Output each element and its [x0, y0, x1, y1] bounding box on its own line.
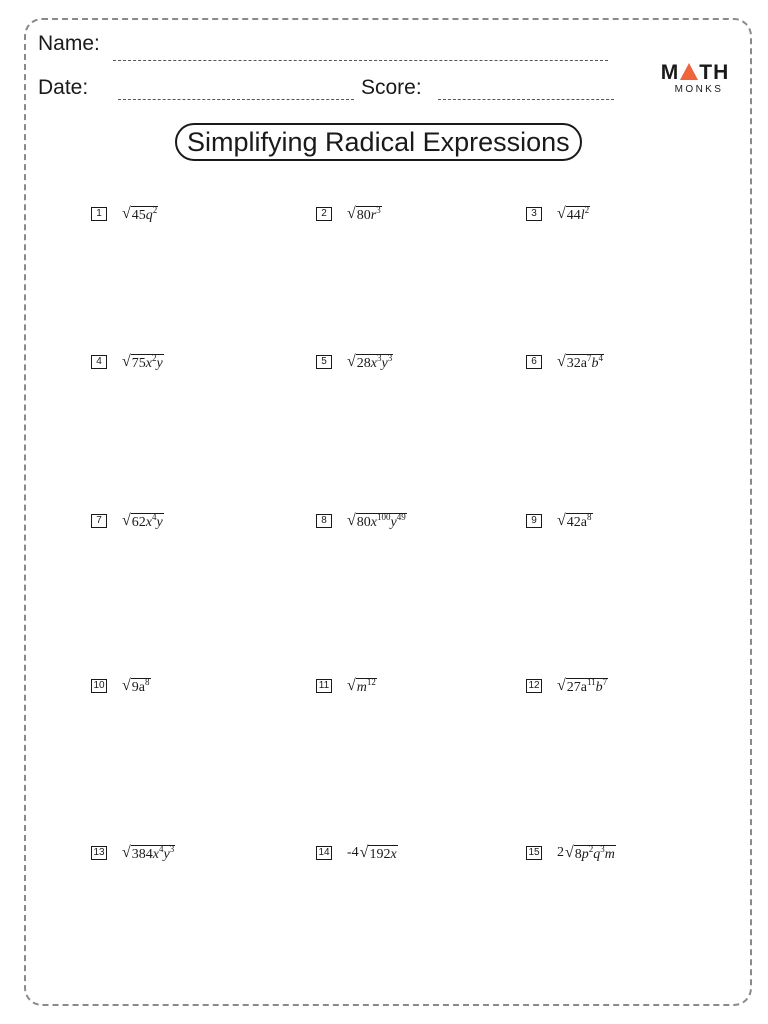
radicand-term: x: [145, 515, 152, 530]
radicand-term: y: [390, 515, 397, 530]
radicand-term: 80: [356, 208, 371, 223]
problem-number: 7: [91, 514, 107, 528]
radical-sign-icon: √: [347, 205, 356, 222]
radical-sign-icon: √: [359, 844, 369, 861]
exponent: 7: [602, 677, 608, 687]
math-monks-logo: [655, 62, 735, 96]
radicand-term: r: [370, 208, 377, 223]
problem-number: 1: [91, 207, 107, 221]
radicand-term: x: [370, 515, 377, 530]
radical-expression: [557, 352, 604, 372]
problem-11: [316, 676, 377, 696]
radicand: [566, 678, 608, 696]
logo-text-m: M: [660, 61, 680, 84]
radicand-term: 8: [574, 847, 582, 862]
problem-5: [316, 352, 393, 372]
exponent: 11: [587, 677, 596, 687]
radical-expression: [347, 204, 382, 224]
radicand-term: 42a: [566, 515, 587, 530]
radical-expression: [565, 843, 616, 863]
radical-sign-icon: √: [557, 512, 566, 529]
radical-expression: [557, 676, 608, 696]
radical-sign-icon: √: [347, 677, 356, 694]
radical-sign-icon: √: [122, 353, 131, 370]
radical-sign-icon: √: [122, 844, 131, 861]
radicand-term: m: [356, 680, 367, 695]
exponent: 3: [169, 844, 175, 854]
radical-sign-icon: √: [557, 353, 566, 370]
radicand: [356, 678, 377, 696]
problem-12: [526, 676, 608, 696]
radicand-term: 9a: [131, 680, 145, 695]
radical-expression: [122, 352, 164, 372]
problem-number: 12: [526, 679, 542, 693]
logo-text-th: TH: [699, 61, 730, 84]
date-line[interactable]: [118, 99, 354, 100]
radical-sign-icon: √: [347, 512, 356, 529]
problem-number: 2: [316, 207, 332, 221]
logo-wordmark: [655, 62, 735, 84]
exponent: 12: [366, 677, 376, 687]
radicand: [131, 206, 159, 224]
radical-sign-icon: √: [557, 677, 566, 694]
radical-expression: [122, 204, 158, 224]
radicand-term: b: [591, 356, 599, 371]
radicand-term: 27a: [566, 680, 587, 695]
radicand-term: 62: [131, 515, 146, 530]
problem-4: [91, 352, 164, 372]
radicand-term: q: [593, 847, 601, 862]
radical-expression: [557, 204, 590, 224]
problem-3: [526, 204, 590, 224]
radicand-term: y: [156, 356, 163, 371]
radicand-term: x: [390, 847, 397, 862]
logo-subtext: MONKS: [674, 84, 724, 95]
radicand-term: x: [145, 356, 152, 371]
radicand: [356, 354, 393, 372]
radical-sign-icon: √: [122, 205, 131, 222]
radical-expression: [122, 511, 164, 531]
radicand-term: m: [604, 847, 615, 862]
problem-6: [526, 352, 604, 372]
problem-number: 8: [316, 514, 332, 528]
radicand: [368, 845, 397, 863]
radicand-term: 45: [131, 208, 146, 223]
name-label: Name:: [38, 32, 100, 55]
radicand-term: y: [381, 356, 388, 371]
radicand-term: 44: [566, 208, 581, 223]
radical-expression: [360, 843, 398, 863]
exponent: 2: [152, 205, 158, 215]
radicand-term: l: [580, 208, 585, 223]
problem-10: [91, 676, 151, 696]
radicand: [356, 206, 382, 224]
score-label: Score:: [361, 76, 422, 99]
radical-sign-icon: √: [122, 677, 131, 694]
radicand: [131, 513, 164, 531]
problem-number: 3: [526, 207, 542, 221]
exponent: 4: [159, 844, 164, 854]
problem-number: 5: [316, 355, 332, 369]
radical-expression: [557, 511, 593, 531]
radicand-term: 32a: [566, 356, 587, 371]
logo-triangle-icon: [680, 63, 698, 80]
radicand: [356, 513, 407, 531]
score-line[interactable]: [438, 99, 614, 100]
radicand: [566, 206, 590, 224]
problem-7: [91, 511, 164, 531]
radicand-term: 75: [131, 356, 146, 371]
radical-expression: [347, 676, 377, 696]
radicand-term: y: [163, 847, 170, 862]
exponent: 8: [145, 677, 150, 687]
radical-sign-icon: √: [122, 512, 131, 529]
radicand: [574, 845, 616, 863]
radicand-term: y: [156, 515, 163, 530]
page-title: Simplifying Radical Expressions: [175, 123, 582, 161]
problem-number: 13: [91, 846, 107, 860]
exponent: 4: [152, 512, 157, 522]
problem-number: 11: [316, 679, 332, 693]
radical-expression: [122, 843, 175, 863]
radicand-term: b: [595, 680, 603, 695]
exponent: 2: [584, 205, 590, 215]
problem-1: [91, 204, 158, 224]
exponent: 3: [377, 353, 382, 363]
exponent: 3: [600, 844, 605, 854]
radicand: [566, 354, 604, 372]
problem-13: [91, 843, 175, 863]
coefficient: 2: [557, 845, 564, 860]
problem-15: [526, 843, 616, 863]
exponent: 2: [152, 353, 157, 363]
exponent: 4: [598, 353, 603, 363]
radicand-term: 384: [131, 847, 153, 862]
radicand: [566, 513, 593, 531]
exponent: 7: [587, 353, 592, 363]
exponent: 3: [387, 353, 393, 363]
exponent: 8: [587, 512, 592, 522]
radicand: [131, 678, 151, 696]
problem-2: [316, 204, 382, 224]
radical-expression: [347, 352, 393, 372]
radical-sign-icon: √: [565, 844, 574, 861]
exponent: 100: [377, 512, 391, 522]
radicand-term: 80: [356, 515, 371, 530]
problem-14: [316, 843, 398, 863]
radical-sign-icon: √: [557, 205, 566, 222]
radicand: [131, 845, 175, 863]
radicand-term: q: [145, 208, 153, 223]
problem-number: 9: [526, 514, 542, 528]
problem-number: 4: [91, 355, 107, 369]
problem-number: 10: [91, 679, 107, 693]
exponent: 2: [588, 844, 594, 854]
radicand-term: p: [581, 847, 589, 862]
radicand-term: x: [152, 847, 159, 862]
problem-number: 6: [526, 355, 542, 369]
name-line[interactable]: [113, 60, 608, 61]
date-label: Date:: [38, 76, 89, 99]
radicand: [131, 354, 164, 372]
radicand-term: x: [370, 356, 377, 371]
exponent: 49: [396, 512, 406, 522]
exponent: 3: [376, 205, 381, 215]
radicand-term: 28: [356, 356, 371, 371]
radical-sign-icon: √: [347, 353, 356, 370]
radicand-term: 192: [369, 847, 391, 862]
problem-number: 15: [526, 846, 542, 860]
problem-9: [526, 511, 593, 531]
problem-number: 14: [316, 846, 332, 860]
radical-expression: [122, 676, 151, 696]
problem-8: [316, 511, 407, 531]
radical-expression: [347, 511, 407, 531]
coefficient: -4: [347, 845, 359, 860]
